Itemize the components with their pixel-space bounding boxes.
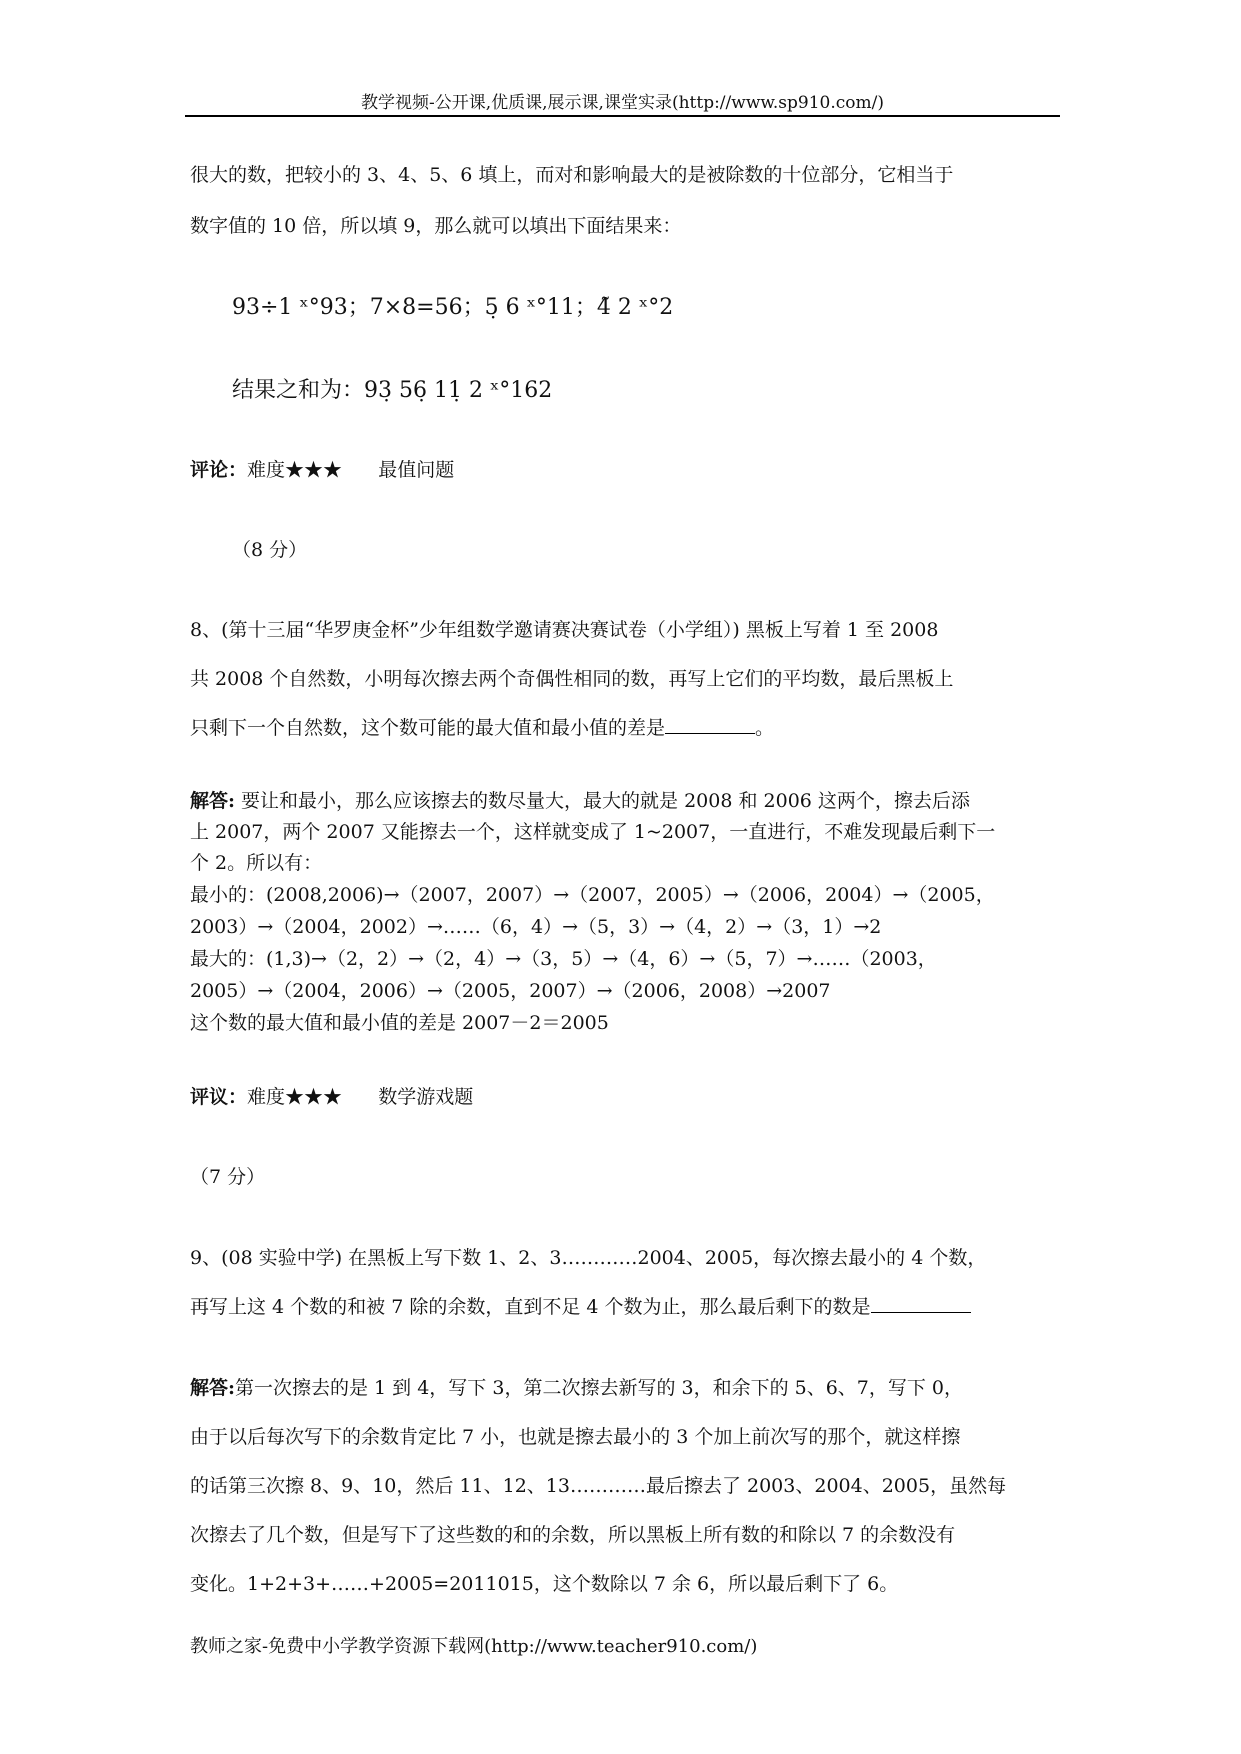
intro-line-2: 数字值的 10 倍，所以填 9，那么就可以填出下面结果来： [190,215,682,237]
q9-line-2 [190,1292,971,1319]
q8-line-3-text: 只剩下一个自然数，这个数可能的最大值和最小值的差是 [190,717,666,739]
a8-line-6: 最大的：(1,3)→（2，2）→（2，4）→（3，5）→（4，6）→（5，7）→……（2003， [190,948,937,970]
a8-line-8: 这个数的最大值和最小值的差是 2007－2＝2005 [190,1012,609,1034]
a8-line-7: 2005）→（2004，2006）→（2005，2007）→（2006，2008）→2007 [190,980,831,1002]
q9-line-2-text: 再写上这 4 个数的和被 7 除的余数，直到不足 4 个数为止，那么最后剩下的数是 [190,1296,871,1318]
page-header: 教学视频-公开课,优质课,展示课,课堂实录(http://www.sp910.com/) [361,93,884,113]
q8-answer-blank[interactable] [665,715,755,734]
a9-line-1 [190,1373,963,1400]
a9-line-5: 变化。1+2+3+……+2005=2011015，这个数除以 7 余 6，所以最后剩下了 6。 [190,1573,899,1595]
review-2 [190,1082,473,1109]
review-2-label: 评议： [190,1086,248,1108]
score-1: （8 分） [232,539,308,561]
a9-line-4: 次擦去了几个数，但是写下了这些数的和的余数，所以黑板上所有数的和除以 7 的余数没有 [190,1524,956,1546]
q8-line-2: 共 2008 个自然数，小明每次擦去两个奇偶性相同的数，再写上它们的平均数，最后黑板上 [190,668,954,690]
a9-line-2: 由于以后每次写下的余数肯定比 7 小，也就是擦去最小的 3 个加上前次写的那个，就这样擦 [190,1426,961,1448]
q8-line-3-end: 。 [755,717,775,739]
a8-label: 解答: [190,790,236,812]
a9-line-3: 的话第三次擦 8、9、10，然后 11、12、13…………最后擦去了 2003、2004、2005，虽然每 [190,1475,1007,1497]
a8-line-1 [190,786,970,813]
a9-line-1-text: 第一次擦去的是 1 到 4，写下 3，第二次擦去新写的 3，和余下的 5、6、7，写下 0， [235,1377,964,1399]
a9-label: 解答: [190,1377,236,1399]
review-1-text: 难度★★★ 最值问题 [247,459,455,481]
score-2: （7 分） [190,1166,266,1188]
a8-line-4: 最小的：(2008,2006)→（2007，2007）→（2007，2005）→（2006，2004）→（2005， [190,884,995,906]
page-footer: 教师之家-免费中小学教学资源下载网(http://www.teacher910.com/) [190,1636,758,1657]
a8-line-3: 个 2。所以有： [190,852,323,874]
review-2-text: 难度★★★ 数学游戏题 [247,1086,474,1108]
a8-line-2: 上 2007，两个 2007 又能擦去一个，这样就变成了 1~2007，一直进行，不难发现最后剩下一 [190,821,996,843]
header-rule [185,115,1060,117]
review-1-label: 评论： [190,459,248,481]
formula-2: 结果之和为：93̣ 56̣ 11̣ 2 ˣ°162 [232,378,553,403]
a8-line-1-text: 要让和最小，那么应该擦去的数尽量大，最大的就是 2008 和 2006 这两个，擦去后添 [235,790,970,812]
review-1 [190,455,454,482]
formula-1: 93÷1 ˣ°93；7×8=56；5̣ 6 ˣ°11；4̃ 2 ˣ°2 [232,295,674,320]
q9-line-1: 9、(08 实验中学) 在黑板上写下数 1、2、3…………2004、2005，每次擦去最小的 4 个数， [190,1247,987,1269]
intro-line-1: 很大的数，把较小的 3、4、5、6 填上，而对和影响最大的是被除数的十位部分，它相当于 [190,164,954,186]
a8-line-5: 2003）→（2004，2002）→……（6，4）→（5，3）→（4，2）→（3，1）→2 [190,916,882,938]
q9-answer-blank[interactable] [871,1294,971,1313]
q8-line-1: 8、(第十三届“华罗庚金杯”少年组数学邀请赛决赛试卷（小学组）) 黑板上写着 1 至 2008 [190,619,939,641]
q8-line-3 [190,713,774,740]
